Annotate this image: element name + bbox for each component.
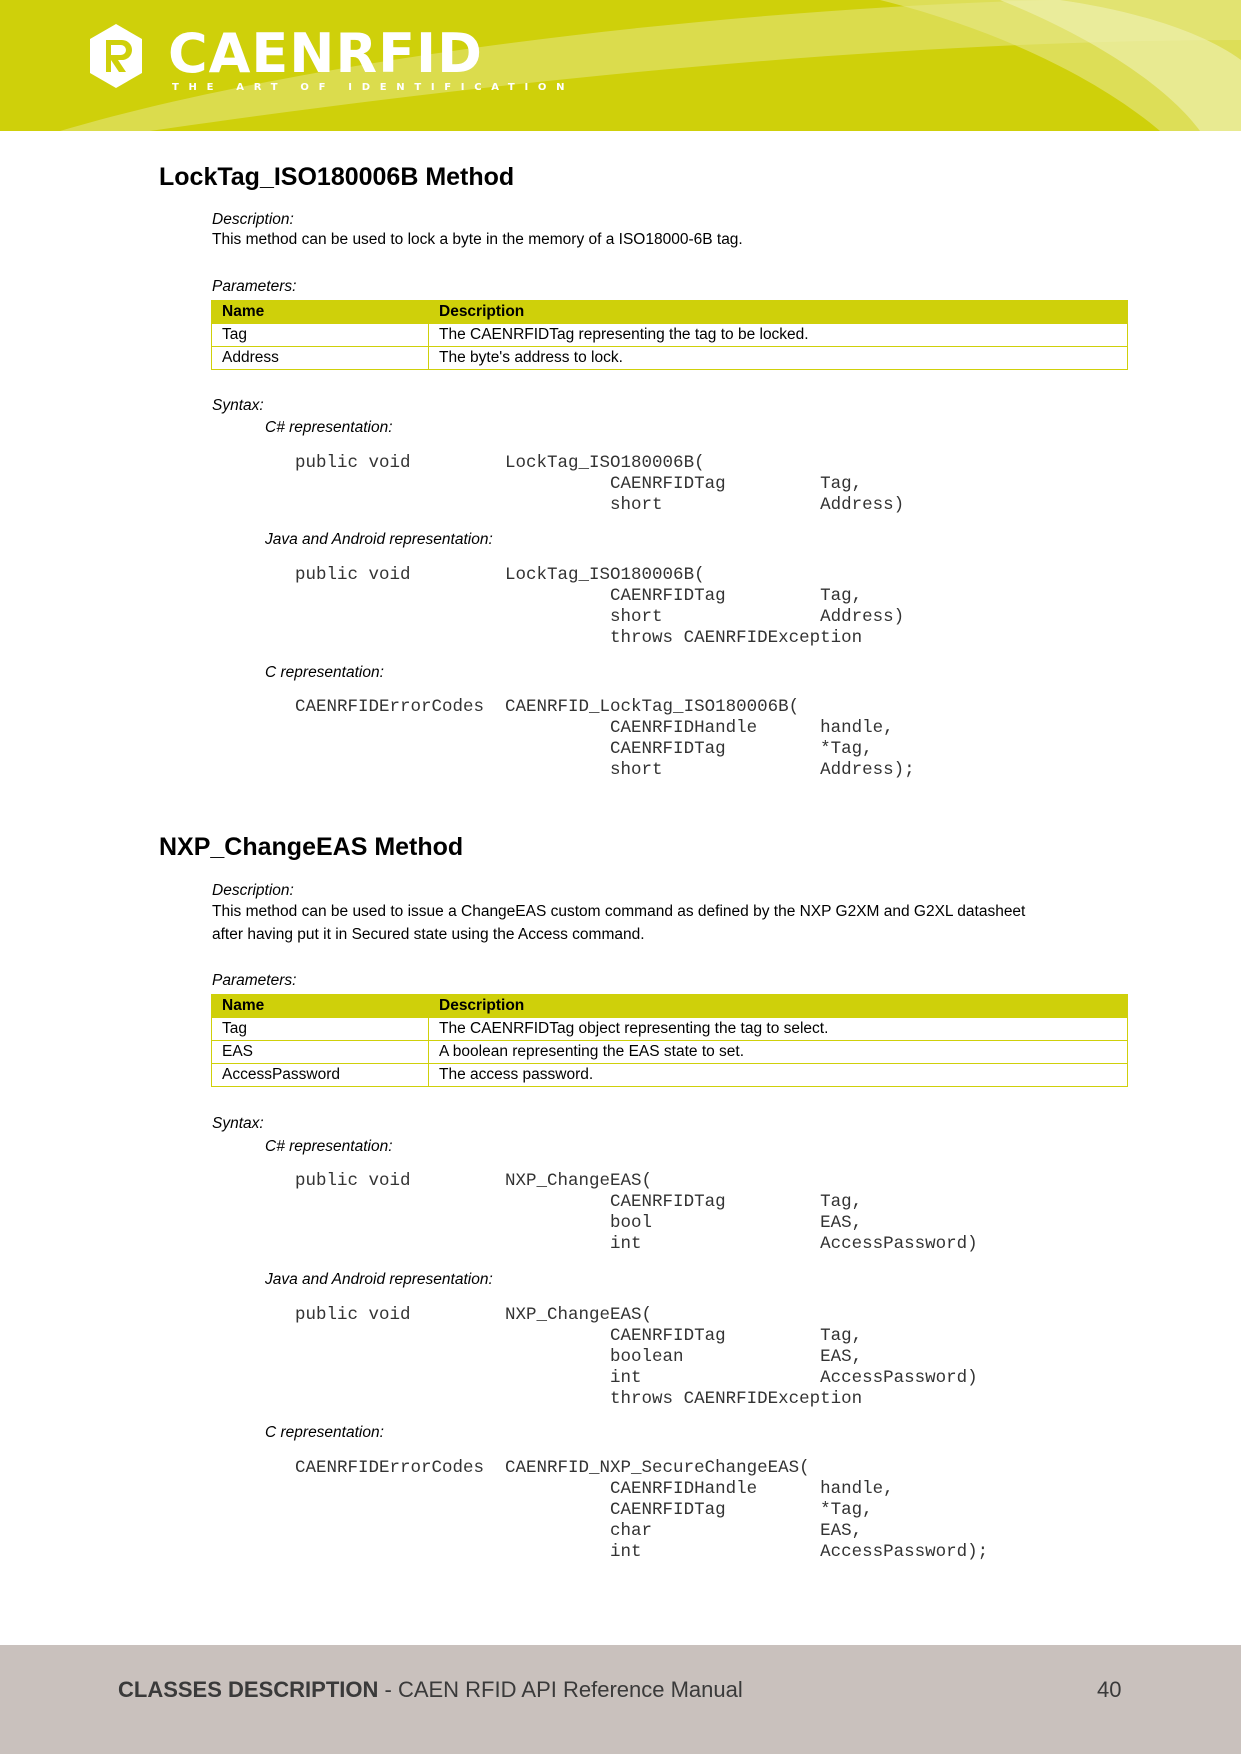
java-code-block: public void NXP_ChangeEAS( CAENRFIDTag Tag, boolean EAS, int AccessPassword) throws CAENRFIDException: [295, 1305, 978, 1409]
table-row: [212, 347, 1128, 370]
syntax-label: Syntax:: [212, 1115, 264, 1132]
description-label: Description:: [212, 211, 294, 228]
table-header-name: Name: [212, 301, 429, 324]
syntax-label: Syntax:: [212, 397, 264, 414]
description-text-line2: after having put it in Secured state using the Access command.: [212, 926, 645, 943]
footer-section-name: CLASSES DESCRIPTION: [118, 1677, 379, 1702]
logo-wordmark: CAENRFID: [168, 22, 483, 85]
page-header: [0, 0, 1241, 131]
param-description: The access password.: [429, 1064, 1128, 1087]
table-header-row: [212, 995, 1128, 1018]
parameters-label: Parameters:: [212, 972, 297, 989]
table-row: [212, 1041, 1128, 1064]
csharp-label: C# representation:: [265, 1138, 393, 1155]
param-name: AccessPassword: [212, 1064, 429, 1087]
param-description: A boolean representing the EAS state to set.: [429, 1041, 1128, 1064]
page-number: 40: [1097, 1677, 1122, 1702]
table-header-name: Name: [212, 995, 429, 1018]
c-label: C representation:: [265, 1424, 384, 1441]
java-label: Java and Android representation:: [265, 1271, 493, 1288]
footer-manual-name: CAEN RFID API Reference Manual: [397, 1677, 743, 1702]
description-text: This method can be used to lock a byte in the memory of a ISO18000-6B tag.: [212, 231, 743, 248]
table-row: [212, 1064, 1128, 1087]
footer-title: [118, 1677, 743, 1703]
param-description: The CAENRFIDTag object representing the tag to select.: [429, 1018, 1128, 1041]
description-text-line1: This method can be used to issue a ChangeEAS custom command as defined by the NXP G2XM and G2XL datasheet: [212, 903, 1026, 920]
footer-separator: -: [378, 1677, 398, 1702]
param-description: The CAENRFIDTag representing the tag to be locked.: [429, 324, 1128, 347]
c-code-block: CAENRFIDErrorCodes CAENRFID_NXP_SecureChangeEAS( CAENRFIDHandle handle, CAENRFIDTag *Tag, char EAS, int AccessPassword);: [295, 1458, 989, 1562]
c-code-block: CAENRFIDErrorCodes CAENRFID_LockTag_ISO180006B( CAENRFIDHandle handle, CAENRFIDTag *Tag, short Address);: [295, 697, 915, 780]
parameters-label: Parameters:: [212, 278, 297, 295]
page-footer: [0, 1645, 1241, 1754]
logo-r-hexagon-icon: [88, 22, 144, 90]
table-header-row: [212, 301, 1128, 324]
java-code-block: public void LockTag_ISO180006B( CAENRFIDTag Tag, short Address) throws CAENRFIDException: [295, 565, 905, 648]
section-title-locktag: LockTag_ISO180006B Method: [159, 163, 515, 191]
section-title-nxp-changeeas: NXP_ChangeEAS Method: [159, 833, 464, 861]
parameters-table: [211, 994, 1128, 1087]
param-name: Tag: [212, 1018, 429, 1041]
table-row: [212, 1018, 1128, 1041]
parameters-table: [211, 300, 1128, 370]
java-label: Java and Android representation:: [265, 531, 493, 548]
logo-tagline: THE ART OF IDENTIFICATION: [172, 82, 575, 93]
csharp-code-block: public void NXP_ChangeEAS( CAENRFIDTag Tag, bool EAS, int AccessPassword): [295, 1171, 978, 1254]
c-label: C representation:: [265, 664, 384, 681]
csharp-code-block: public void LockTag_ISO180006B( CAENRFIDTag Tag, short Address): [295, 453, 905, 515]
csharp-label: C# representation:: [265, 419, 393, 436]
param-name: Address: [212, 347, 429, 370]
param-name: EAS: [212, 1041, 429, 1064]
table-header-description: Description: [429, 995, 1128, 1018]
table-header-description: Description: [429, 301, 1128, 324]
param-description: The byte's address to lock.: [429, 347, 1128, 370]
table-row: [212, 324, 1128, 347]
description-label: Description:: [212, 882, 294, 899]
param-name: Tag: [212, 324, 429, 347]
